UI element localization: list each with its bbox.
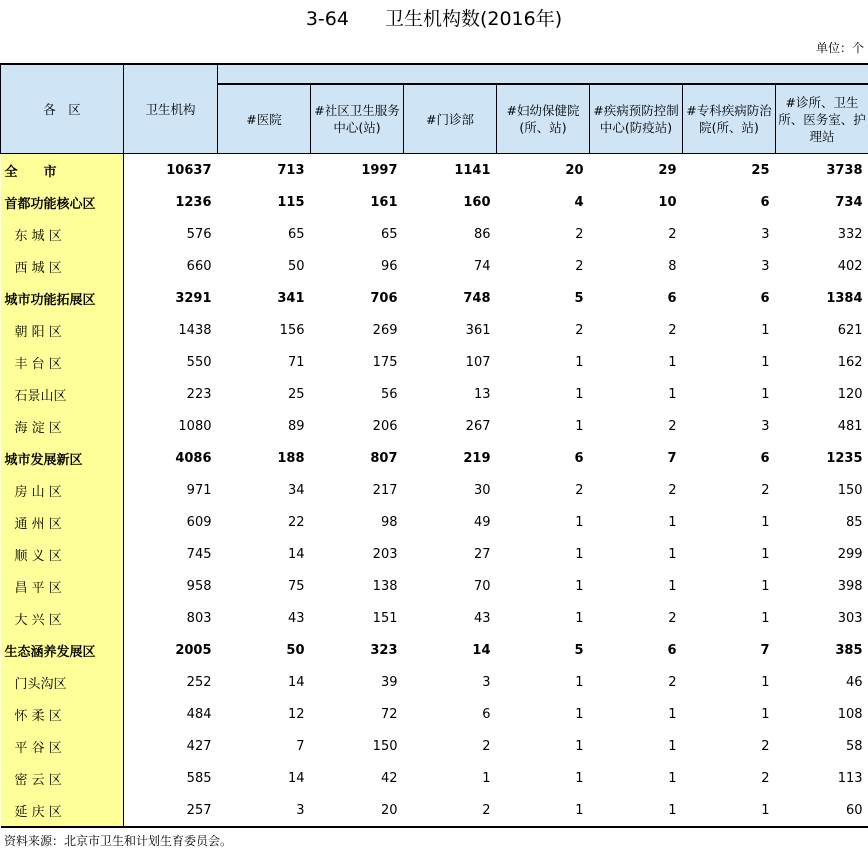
table-cell: 7 xyxy=(760,642,770,658)
table-cell: 14 xyxy=(287,770,305,786)
row-region-name: 西 城 区 xyxy=(1,250,124,282)
table-cell: 2 xyxy=(668,482,677,498)
table-cell: 385 xyxy=(835,642,863,658)
table-cell: 13 xyxy=(473,386,491,402)
table-cell: 745 xyxy=(186,546,212,562)
table-cell: 1 xyxy=(761,706,770,722)
table-cell: 1 xyxy=(482,770,491,786)
table-cell: 807 xyxy=(370,450,398,466)
table-cell: 1 xyxy=(761,322,770,338)
table-cell: 1 xyxy=(668,546,677,562)
table-cell: 1 xyxy=(575,354,584,370)
table-row xyxy=(1,186,868,218)
table-cell: 1 xyxy=(668,386,677,402)
table-cell: 98 xyxy=(380,514,398,530)
table-cell: 25 xyxy=(287,386,305,402)
table-cell: 3 xyxy=(761,226,770,242)
table-cell: 2 xyxy=(482,738,491,754)
table-cell: 323 xyxy=(370,642,398,658)
table-cell: 58 xyxy=(845,738,863,754)
table-cell: 2 xyxy=(575,482,584,498)
table-header xyxy=(1,64,868,154)
source-note: 资料来源：北京市卫生和计划生育委员会。 xyxy=(4,834,233,848)
table-cell: 398 xyxy=(837,578,863,594)
header-col: #社区卫生服务中心(站) xyxy=(311,84,404,154)
table-cell: 160 xyxy=(463,194,491,210)
table-cell: 6 xyxy=(482,706,491,722)
table-cell: 188 xyxy=(277,450,305,466)
row-region-name: 房 山 区 xyxy=(1,474,124,506)
table-cell: 30 xyxy=(473,482,491,498)
table-cell: 1 xyxy=(761,354,770,370)
table-cell: 269 xyxy=(372,322,398,338)
row-region-name: 顺 义 区 xyxy=(1,538,124,570)
table-cell: 2 xyxy=(668,610,677,626)
table-cell: 29 xyxy=(658,162,677,178)
table-cell: 3738 xyxy=(826,162,863,178)
table-cell: 1 xyxy=(668,770,677,786)
table-body xyxy=(1,154,868,828)
table-cell: 50 xyxy=(286,642,305,658)
table-cell: 1 xyxy=(761,514,770,530)
table-row xyxy=(1,250,868,282)
table-cell: 65 xyxy=(380,226,398,242)
row-region-name: 石景山区 xyxy=(1,378,124,410)
row-region-name: 城市发展新区 xyxy=(1,442,124,474)
table-cell: 49 xyxy=(473,514,491,530)
table-cell: 1 xyxy=(575,738,584,754)
table-cell: 150 xyxy=(372,738,398,754)
row-region-name: 大 兴 区 xyxy=(1,602,124,634)
table-cell: 267 xyxy=(465,418,491,434)
row-region-name: 全 市 xyxy=(1,154,124,187)
table-row xyxy=(1,538,868,570)
row-region-name: 昌 平 区 xyxy=(1,570,124,602)
table-row xyxy=(1,634,868,666)
table-cell: 706 xyxy=(370,290,398,306)
table-cell: 175 xyxy=(372,354,398,370)
table-cell: 1 xyxy=(761,578,770,594)
table-cell: 958 xyxy=(186,578,212,594)
table-row xyxy=(1,570,868,602)
table-cell: 219 xyxy=(463,450,491,466)
table-row xyxy=(1,506,868,538)
table-cell: 14 xyxy=(287,546,305,562)
table-cell: 1 xyxy=(668,578,677,594)
table-cell: 6 xyxy=(667,290,677,306)
table-cell: 113 xyxy=(837,770,863,786)
table-cell: 2 xyxy=(668,226,677,242)
table-row xyxy=(1,442,868,474)
table-cell: 1 xyxy=(575,610,584,626)
table-cell: 1 xyxy=(761,610,770,626)
table-row xyxy=(1,602,868,634)
table-row xyxy=(1,762,868,794)
table-cell: 70 xyxy=(473,578,491,594)
table-cell: 2 xyxy=(404,794,497,827)
table-cell: 60 xyxy=(776,794,868,827)
row-region-name: 怀 柔 区 xyxy=(1,698,124,730)
table-cell: 150 xyxy=(837,482,863,498)
table-cell: 1 xyxy=(497,794,590,827)
table-cell: 39 xyxy=(380,674,398,690)
header-total: 卫生机构 xyxy=(124,64,218,154)
table-cell: 1 xyxy=(668,514,677,530)
table-cell: 6 xyxy=(760,194,770,210)
table-cell: 120 xyxy=(837,386,863,402)
table-cell: 1997 xyxy=(361,162,398,178)
table-cell: 56 xyxy=(380,386,398,402)
data-table xyxy=(0,63,868,828)
table-cell: 1 xyxy=(761,674,770,690)
table-cell: 22 xyxy=(287,514,305,530)
table-cell: 156 xyxy=(279,322,305,338)
table-number: 3-64 xyxy=(305,8,349,30)
table-cell: 7 xyxy=(296,738,305,754)
table-cell: 1 xyxy=(575,386,584,402)
table-cell: 89 xyxy=(287,418,305,434)
table-cell: 2 xyxy=(761,770,770,786)
table-row xyxy=(1,282,868,314)
header-region: 各 区 xyxy=(1,64,124,154)
table-cell: 96 xyxy=(380,258,398,274)
table-cell: 484 xyxy=(186,706,212,722)
table-cell: 2 xyxy=(668,418,677,434)
table-cell: 20 xyxy=(565,162,584,178)
table-cell: 1 xyxy=(575,706,584,722)
table-cell: 138 xyxy=(372,578,398,594)
row-region-name: 朝 阳 区 xyxy=(1,314,124,346)
table-cell: 2005 xyxy=(175,642,212,658)
table-cell: 20 xyxy=(311,794,404,827)
table-cell: 10637 xyxy=(166,162,212,178)
table-cell: 1 xyxy=(761,546,770,562)
table-cell: 115 xyxy=(277,194,305,210)
table-cell: 6 xyxy=(760,450,770,466)
table-cell: 161 xyxy=(370,194,398,210)
table-cell: 65 xyxy=(287,226,305,242)
table-cell: 1 xyxy=(575,674,584,690)
header-col: #医院 xyxy=(218,84,311,154)
table-cell: 5 xyxy=(574,642,584,658)
table-cell: 25 xyxy=(751,162,770,178)
table-cell: 27 xyxy=(473,546,491,562)
table-cell: 4086 xyxy=(175,450,212,466)
table-cell: 10 xyxy=(658,194,677,210)
table-cell: 1 xyxy=(590,794,683,827)
row-region-name: 门头沟区 xyxy=(1,666,124,698)
table-cell: 252 xyxy=(186,674,212,690)
table-row xyxy=(1,474,868,506)
table-cell: 14 xyxy=(472,642,491,658)
row-region-name: 密 云 区 xyxy=(1,762,124,794)
table-cell: 3 xyxy=(482,674,491,690)
table-cell: 43 xyxy=(473,610,491,626)
table-cell: 71 xyxy=(287,354,305,370)
table-cell: 713 xyxy=(277,162,305,178)
table-cell: 1 xyxy=(668,706,677,722)
table-cell: 14 xyxy=(287,674,305,690)
table-cell: 3 xyxy=(761,258,770,274)
table-cell: 217 xyxy=(372,482,398,498)
table-cell: 576 xyxy=(186,226,212,242)
table-cell: 1236 xyxy=(175,194,212,210)
table-cell: 8 xyxy=(668,258,677,274)
row-region-name: 首都功能核心区 xyxy=(1,186,124,218)
table-cell: 1 xyxy=(575,578,584,594)
header-col: #诊所、卫生所、医务室、护理站 xyxy=(776,84,868,154)
table-cell: 481 xyxy=(837,418,863,434)
header-col: #疾病预防控制中心(防疫站) xyxy=(590,84,683,154)
table-cell: 2 xyxy=(761,482,770,498)
table-cell: 1080 xyxy=(178,418,212,434)
table-cell: 151 xyxy=(372,610,398,626)
table-cell: 3 xyxy=(218,794,311,827)
table-cell: 299 xyxy=(837,546,863,562)
table-cell: 257 xyxy=(124,794,218,827)
table-cell: 1141 xyxy=(454,162,491,178)
table-cell: 34 xyxy=(287,482,305,498)
table-cell: 43 xyxy=(287,610,305,626)
table-row xyxy=(1,666,868,698)
table-cell: 75 xyxy=(287,578,305,594)
table-title: 卫生机构数(2016年) xyxy=(384,8,563,30)
row-region-name: 延 庆 区 xyxy=(1,794,124,827)
table-cell: 203 xyxy=(372,546,398,562)
table-cell: 6 xyxy=(574,450,584,466)
table-row xyxy=(1,154,868,187)
header-col: #妇幼保健院(所、站) xyxy=(497,84,590,154)
table-cell: 72 xyxy=(380,706,398,722)
table-row xyxy=(1,346,868,378)
unit-label: 单位：个 xyxy=(815,41,864,55)
table-cell: 1 xyxy=(575,514,584,530)
table-row xyxy=(1,730,868,762)
row-region-name: 通 州 区 xyxy=(1,506,124,538)
table-cell: 303 xyxy=(837,610,863,626)
table-cell: 660 xyxy=(186,258,212,274)
table-cell: 332 xyxy=(837,226,863,242)
table-cell: 803 xyxy=(186,610,212,626)
table-cell: 2 xyxy=(668,674,677,690)
table-cell: 2 xyxy=(575,226,584,242)
table-cell: 2 xyxy=(668,322,677,338)
table-cell: 1 xyxy=(575,418,584,434)
table-cell: 223 xyxy=(186,386,212,402)
table-cell: 971 xyxy=(186,482,212,498)
table-row xyxy=(1,218,868,250)
row-region-name: 生态涵养发展区 xyxy=(1,634,124,666)
table-cell: 341 xyxy=(277,290,305,306)
table-cell: 12 xyxy=(287,706,305,722)
table-cell: 1 xyxy=(761,386,770,402)
table-row xyxy=(1,794,868,827)
table-cell: 748 xyxy=(463,290,491,306)
table-cell: 162 xyxy=(837,354,863,370)
table-cell: 86 xyxy=(473,226,491,242)
table-cell: 6 xyxy=(760,290,770,306)
table-cell: 1 xyxy=(668,738,677,754)
table-cell: 1 xyxy=(575,770,584,786)
table-cell: 108 xyxy=(837,706,863,722)
table-cell: 5 xyxy=(574,290,584,306)
table-cell: 74 xyxy=(473,258,491,274)
table-cell: 734 xyxy=(835,194,863,210)
table-cell: 3 xyxy=(761,418,770,434)
row-region-name: 平 谷 区 xyxy=(1,730,124,762)
table-row xyxy=(1,698,868,730)
row-region-name: 东 城 区 xyxy=(1,218,124,250)
table-cell: 609 xyxy=(186,514,212,530)
row-region-name: 丰 台 区 xyxy=(1,346,124,378)
header-col: #专科疾病防治院(所、站) xyxy=(683,84,776,154)
table-cell: 4 xyxy=(574,194,584,210)
table-cell: 6 xyxy=(667,642,677,658)
table-cell: 2 xyxy=(761,738,770,754)
table-cell: 1 xyxy=(575,546,584,562)
table-cell: 1384 xyxy=(826,290,863,306)
table-cell: 206 xyxy=(372,418,398,434)
header-col: #门诊部 xyxy=(404,84,497,154)
table-cell: 585 xyxy=(186,770,212,786)
table-cell: 550 xyxy=(186,354,212,370)
table-cell: 46 xyxy=(845,674,863,690)
table-cell: 2 xyxy=(575,322,584,338)
table-cell: 42 xyxy=(380,770,398,786)
table-cell: 7 xyxy=(667,450,677,466)
table-cell: 1 xyxy=(668,354,677,370)
table-cell: 3291 xyxy=(175,290,212,306)
table-cell: 107 xyxy=(465,354,491,370)
row-region-name: 城市功能拓展区 xyxy=(1,282,124,314)
table-cell: 361 xyxy=(465,322,491,338)
table-cell: 1 xyxy=(683,794,776,827)
table-cell: 427 xyxy=(186,738,212,754)
row-region-name: 海 淀 区 xyxy=(1,410,124,442)
header-spacer xyxy=(218,64,868,84)
table-cell: 621 xyxy=(837,322,863,338)
table-cell: 85 xyxy=(845,514,863,530)
table-cell: 402 xyxy=(837,258,863,274)
table-cell: 50 xyxy=(287,258,305,274)
table-cell: 1438 xyxy=(178,322,212,338)
table-row xyxy=(1,410,868,442)
table-cell: 1235 xyxy=(826,450,863,466)
page-title xyxy=(0,4,868,34)
table-row xyxy=(1,378,868,410)
table-cell: 2 xyxy=(575,258,584,274)
table-row xyxy=(1,314,868,346)
